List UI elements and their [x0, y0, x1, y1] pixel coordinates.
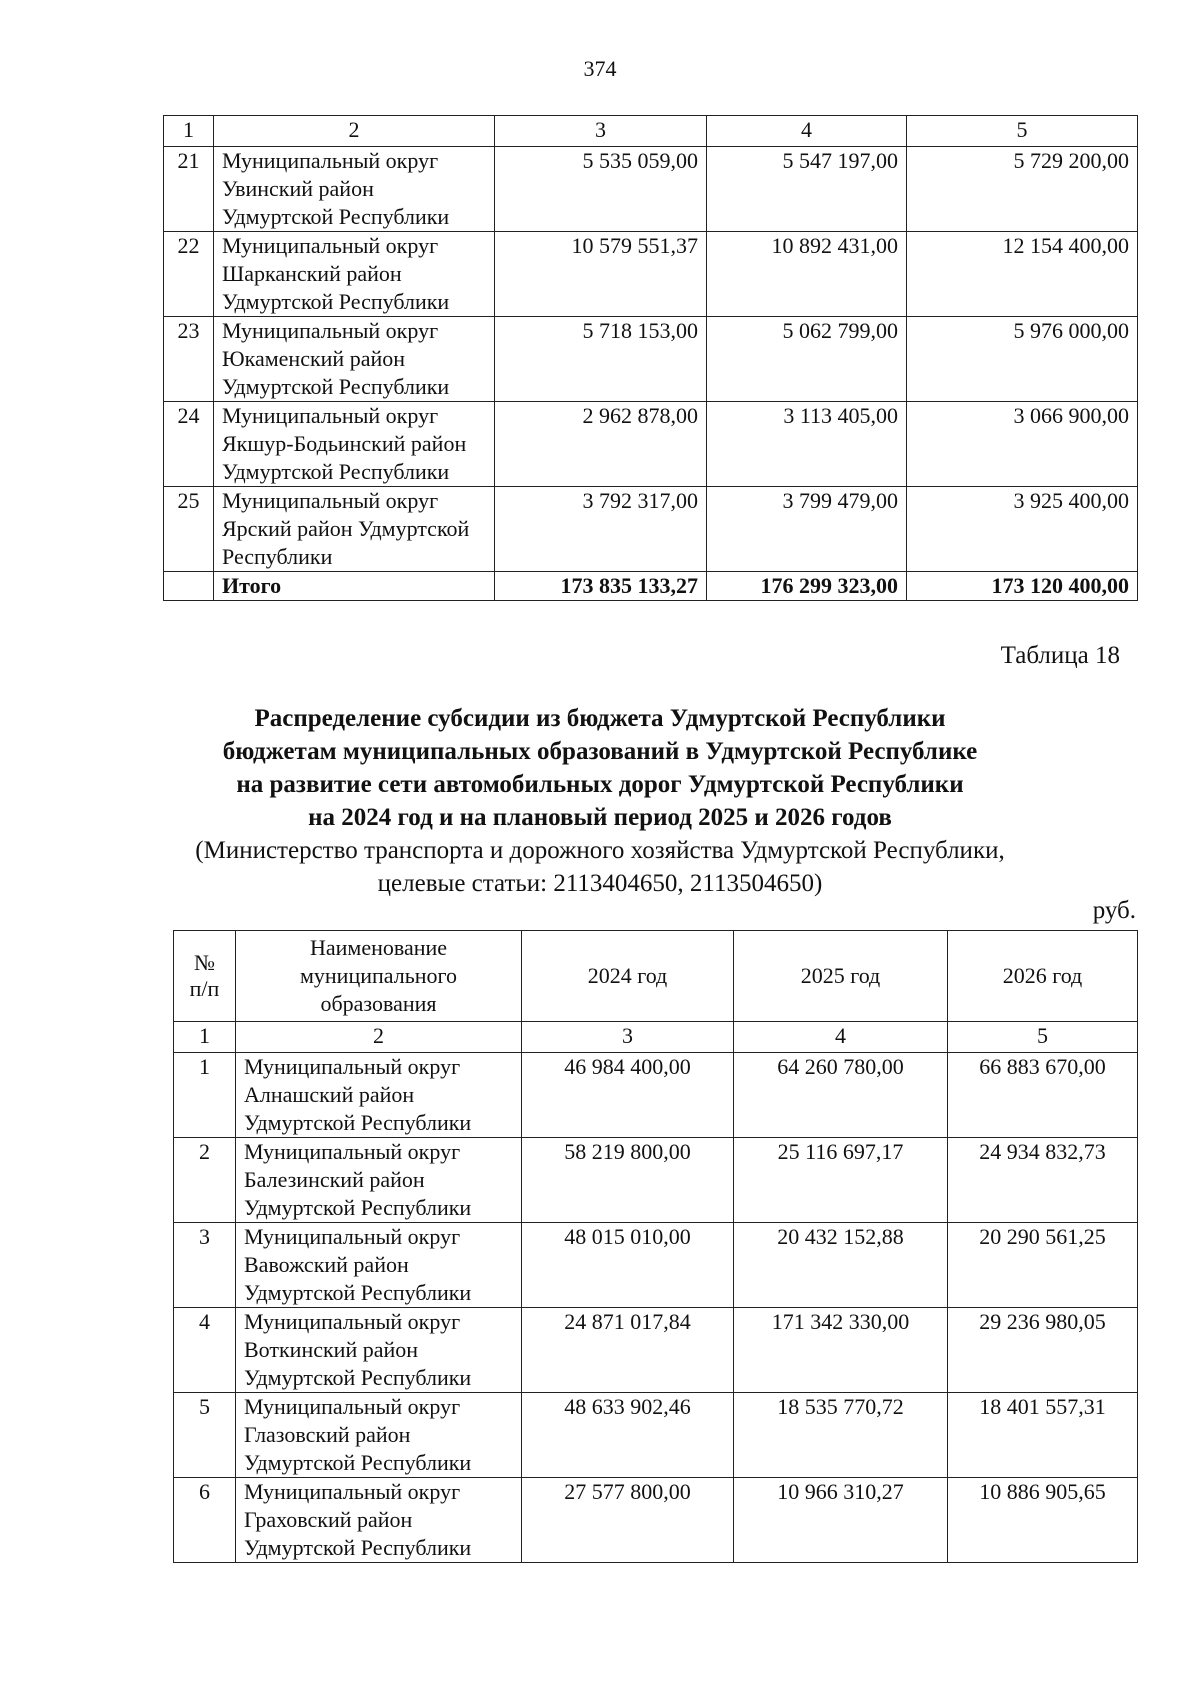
- amount-2024: 2 962 878,00: [495, 402, 707, 487]
- row-number: 5: [174, 1393, 236, 1478]
- amount-2024: 3 792 317,00: [495, 487, 707, 572]
- amount-2026: 20 290 561,25: [948, 1223, 1138, 1308]
- title-line: Распределение субсидии из бюджета Удмуртской Республики: [254, 705, 946, 732]
- amount-2024: 48 015 010,00: [522, 1223, 734, 1308]
- amount-2025: 5 062 799,00: [707, 317, 907, 402]
- amount-2025: 18 535 770,72: [734, 1393, 948, 1478]
- municipality-name: Муниципальный округ Алнашский район Удмуртской Республики: [236, 1053, 522, 1138]
- amount-2026: 24 934 832,73: [948, 1138, 1138, 1223]
- column-number: 5: [907, 116, 1138, 147]
- table-label: Таблица 18: [1000, 642, 1120, 669]
- table-row: [164, 317, 1138, 402]
- amount-2025: 25 116 697,17: [734, 1138, 948, 1223]
- column-number-row: [164, 116, 1138, 147]
- municipality-name: Муниципальный округ Глазовский район Удмуртской Республики: [236, 1393, 522, 1478]
- total-2026: 173 120 400,00: [907, 572, 1138, 601]
- amount-2025: 5 547 197,00: [707, 147, 907, 232]
- subtitle-line: целевые статьи: 2113404650, 2113504650): [377, 870, 823, 897]
- column-number: 4: [707, 116, 907, 147]
- column-number: 1: [174, 1022, 236, 1053]
- amount-2024: 10 579 551,37: [495, 232, 707, 317]
- column-header-row: [174, 931, 1138, 1022]
- amount-2026: 29 236 980,05: [948, 1308, 1138, 1393]
- municipality-name: Муниципальный округ Якшур-Бодьинский район Удмуртской Республики: [214, 402, 495, 487]
- subtitle-line: (Министерство транспорта и дорожного хозяйства Удмуртской Республики,: [195, 837, 1005, 864]
- total-2024: 173 835 133,27: [495, 572, 707, 601]
- municipality-name: Муниципальный округ Вавожский район Удмуртской Республики: [236, 1223, 522, 1308]
- row-number: 23: [164, 317, 214, 402]
- row-number: 25: [164, 487, 214, 572]
- table-row: [164, 487, 1138, 572]
- total-2025: 176 299 323,00: [707, 572, 907, 601]
- total-label: Итого: [214, 572, 495, 601]
- table-title: [120, 702, 1080, 900]
- title-line: на 2024 год и на плановый период 2025 и 2026 годов: [308, 804, 892, 831]
- column-number-row: [174, 1022, 1138, 1053]
- row-number: 4: [174, 1308, 236, 1393]
- amount-2024: 5 535 059,00: [495, 147, 707, 232]
- header-number-pp: п/п: [189, 976, 220, 1001]
- amount-2026: 66 883 670,00: [948, 1053, 1138, 1138]
- title-line: бюджетам муниципальных образований в Удмуртской Республике: [222, 738, 978, 765]
- header-2026: 2026 год: [948, 931, 1138, 1022]
- row-number: 21: [164, 147, 214, 232]
- subsidy-table: [173, 930, 1138, 1563]
- total-row: [164, 572, 1138, 601]
- currency-unit: руб.: [1092, 897, 1136, 924]
- municipality-name: Муниципальный округ Воткинский район Удмуртской Республики: [236, 1308, 522, 1393]
- amount-2024: 24 871 017,84: [522, 1308, 734, 1393]
- amount-2025: 171 342 330,00: [734, 1308, 948, 1393]
- table-row: [174, 1478, 1138, 1563]
- table-row: [174, 1308, 1138, 1393]
- municipality-name: Муниципальный округ Увинский район Удмуртской Республики: [214, 147, 495, 232]
- row-number: 22: [164, 232, 214, 317]
- header-name: Наименование муниципального образования: [236, 931, 522, 1022]
- row-number: 2: [174, 1138, 236, 1223]
- municipality-name: Муниципальный округ Граховский район Удмуртской Республики: [236, 1478, 522, 1563]
- table-row: [174, 1138, 1138, 1223]
- table-row: [164, 147, 1138, 232]
- amount-2024: 46 984 400,00: [522, 1053, 734, 1138]
- amount-2024: 58 219 800,00: [522, 1138, 734, 1223]
- column-number: 3: [495, 116, 707, 147]
- row-number: 6: [174, 1478, 236, 1563]
- column-number: 5: [948, 1022, 1138, 1053]
- table-row: [174, 1223, 1138, 1308]
- column-number: 1: [164, 116, 214, 147]
- table-row: [174, 1393, 1138, 1478]
- column-number: 3: [522, 1022, 734, 1053]
- header-2025: 2025 год: [734, 931, 948, 1022]
- municipality-name: Муниципальный округ Шарканский район Удмуртской Республики: [214, 232, 495, 317]
- header-number-sign: №: [194, 950, 215, 975]
- table-continuation: [163, 115, 1138, 601]
- amount-2026: 3 066 900,00: [907, 402, 1138, 487]
- table-row: [174, 1053, 1138, 1138]
- amount-2025: 3 113 405,00: [707, 402, 907, 487]
- title-line: на развитие сети автомобильных дорог Удмуртской Республики: [236, 771, 964, 798]
- column-number: 4: [734, 1022, 948, 1053]
- empty-cell: [164, 572, 214, 601]
- amount-2026: 12 154 400,00: [907, 232, 1138, 317]
- row-number: 1: [174, 1053, 236, 1138]
- municipality-name: Муниципальный округ Юкаменский район Удмуртской Республики: [214, 317, 495, 402]
- amount-2026: 3 925 400,00: [907, 487, 1138, 572]
- amount-2024: 48 633 902,46: [522, 1393, 734, 1478]
- amount-2024: 27 577 800,00: [522, 1478, 734, 1563]
- amount-2025: 20 432 152,88: [734, 1223, 948, 1308]
- page-number: 374: [583, 56, 617, 81]
- header-2024: 2024 год: [522, 931, 734, 1022]
- amount-2025: 3 799 479,00: [707, 487, 907, 572]
- municipality-name: Муниципальный округ Балезинский район Удмуртской Республики: [236, 1138, 522, 1223]
- amount-2026: 5 976 000,00: [907, 317, 1138, 402]
- row-number: 3: [174, 1223, 236, 1308]
- column-number: 2: [236, 1022, 522, 1053]
- amount-2024: 5 718 153,00: [495, 317, 707, 402]
- table-row: [164, 402, 1138, 487]
- column-number: 2: [214, 116, 495, 147]
- amount-2026: 18 401 557,31: [948, 1393, 1138, 1478]
- header-number: [174, 931, 236, 1022]
- table-row: [164, 232, 1138, 317]
- municipality-name: Муниципальный округ Ярский район Удмуртской Республики: [214, 487, 495, 572]
- amount-2025: 10 892 431,00: [707, 232, 907, 317]
- amount-2026: 10 886 905,65: [948, 1478, 1138, 1563]
- amount-2026: 5 729 200,00: [907, 147, 1138, 232]
- row-number: 24: [164, 402, 214, 487]
- amount-2025: 64 260 780,00: [734, 1053, 948, 1138]
- amount-2025: 10 966 310,27: [734, 1478, 948, 1563]
